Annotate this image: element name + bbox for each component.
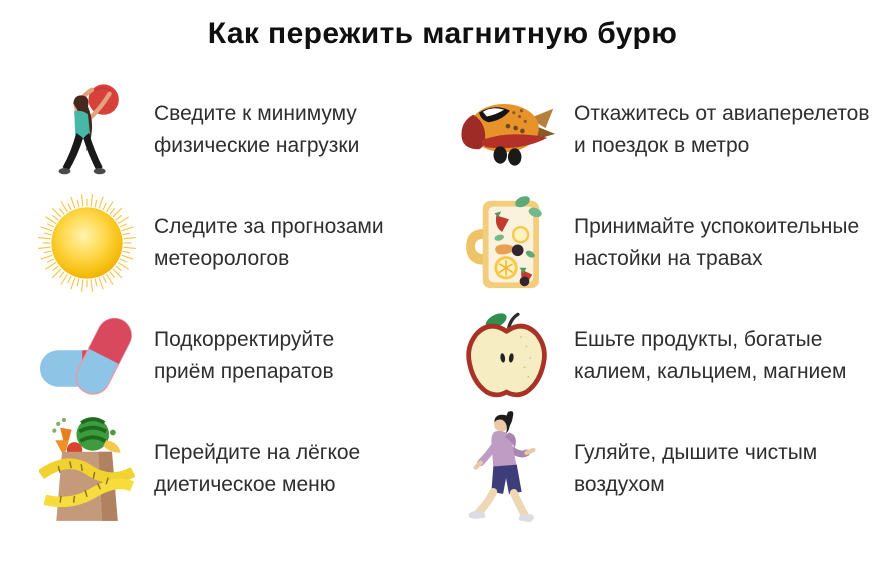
tip-light-diet — [30, 414, 450, 524]
pills-icon — [30, 303, 144, 409]
tip-text: Гуляйте, дышите чистым воздухом — [574, 441, 818, 496]
tip-text: Следите за прогнозами метеорологов — [154, 215, 384, 270]
herbal-mug-icon — [450, 190, 564, 296]
tip-physical-activity — [30, 75, 450, 185]
tip-text: Принимайте успокоительные настойки на травах — [574, 215, 860, 270]
page-title: Как пережить магнитную бурю — [207, 17, 678, 50]
tips-grid — [0, 75, 885, 524]
exercise-woman-icon — [30, 77, 144, 183]
tip-text: Откажитесь от авиаперелетов и поездок в метро — [574, 102, 870, 157]
grocery-bag-icon — [30, 416, 144, 522]
apple-icon — [450, 303, 564, 409]
tip-text: Перейдите на лёгкое диетическое меню — [154, 441, 361, 496]
tip-text: Подкорректируйте приём препаратов — [154, 328, 335, 383]
tip-fresh-air — [450, 414, 880, 524]
tip-text: Ешьте продукты, богатые калием, кальцием, магнием — [574, 328, 847, 383]
airplane-icon — [450, 77, 564, 183]
tip-mineral-foods — [450, 301, 880, 411]
tip-text: Сведите к минимуму физические нагрузки — [154, 102, 360, 157]
tip-herbal-tinctures — [450, 188, 880, 298]
tip-medication — [30, 301, 450, 411]
walking-woman-icon — [450, 416, 564, 522]
tip-weather-forecast — [30, 188, 450, 298]
tip-avoid-flights — [450, 75, 880, 185]
sun-icon — [30, 190, 144, 296]
